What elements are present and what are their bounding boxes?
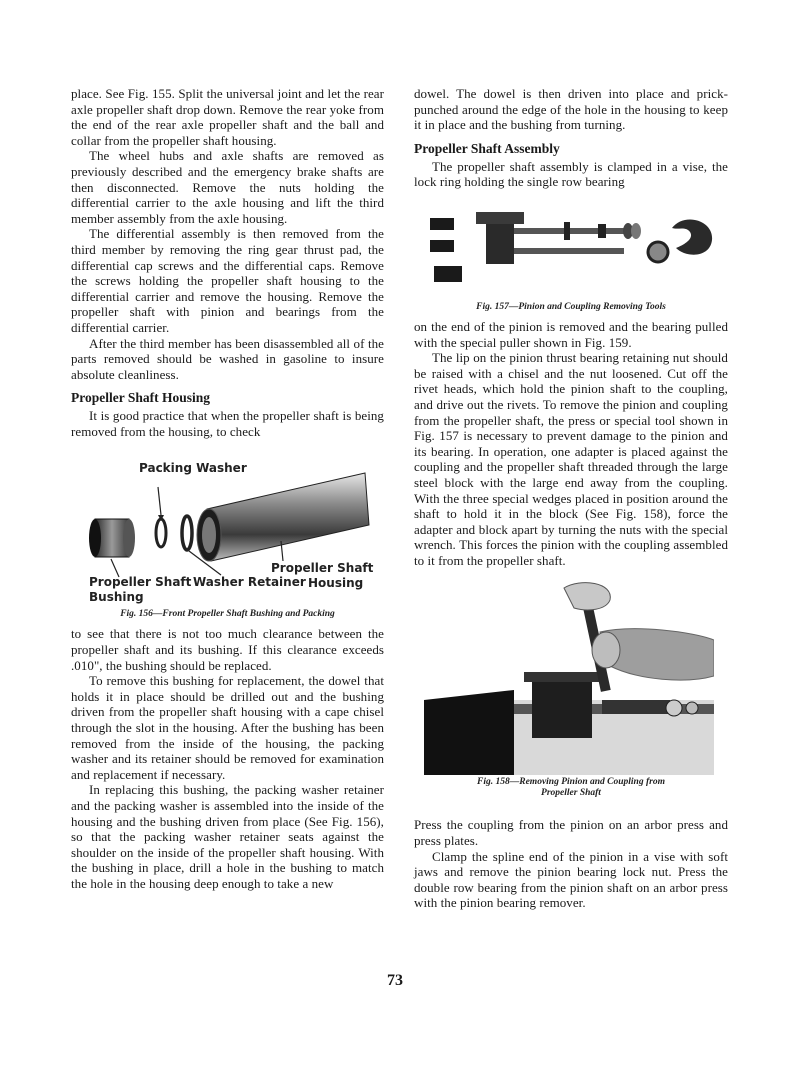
paragraph: In replacing this bushing, the packing washer retainer and the packing washer is assembled into the inside of the housing and the bushing driven from place (See Fig. 156), so that the packing washer retainer seats against the shoulder on the inside of the propeller shaft housing. With the bushing in place, drill a hole in the bushing to match the hole in the housing deep enough to take a new	[71, 782, 384, 891]
paragraph: To remove this bushing for replacement, the dowel that holds it in place should be drilled out and the bushing driven from the propeller shaft housing with a cape chisel through the slot in the housing. After the bushing has been removed from the inside of the housing, the packing washer and its retainer should be removed for examination and replacement if necessary.	[71, 673, 384, 782]
figure-157	[414, 208, 728, 296]
figure-156	[71, 453, 384, 603]
paragraph: The lip on the pinion thrust bearing retaining nut should be raised with a chisel and the nut loosened. Cut off the rivet heads, which hold the pinion shaft to the coupling, and drive out the rivets. To remove the pinion and coupling from the propeller shaft, the press or special tool shown in Fig. 157 is necessary to prevent damage to the pinion and its bearing. In operation, one adapter is placed against the coupling and the propeller shaft threaded through the large steel block with the large end away from the coupling. With the three special wedges placed in position around the shaft to hold it in the block (See Fig. 158), force the adapter and block apart by turning the nuts with the special wrench. This forces the pinion with the coupling assembled to it from the propeller shaft.	[414, 350, 728, 568]
paragraph: on the end of the pinion is removed and the bearing pulled with the special puller shown in Fig. 159.	[414, 318, 728, 350]
page-number: 73	[387, 972, 403, 989]
figure-158-caption-line1: Fig. 158—Removing Pinion and Coupling from	[477, 777, 665, 788]
paragraph: The propeller shaft assembly is clamped in a vise, the lock ring holding the single row bearing	[414, 158, 728, 190]
label-propeller-shaft-housing-line1: Propeller Shaft	[271, 561, 374, 576]
left-column	[71, 86, 384, 892]
paragraph: Press the coupling from the pinion on an arbor press and press plates.	[414, 817, 728, 849]
paragraph: to see that there is not too much clearance between the propeller shaft and its bushing. If this clearance exceeds .010", the bushing should be replaced.	[71, 626, 384, 673]
paragraph: The differential assembly is then removed from the third member by removing the ring gear thrust pad, the differential cap screws and the differential caps. Remove the screws holding the propeller shaft housing to the differential carrier and remove the housing. Remove the propeller shaft with pinion and bearings from the differential carrier.	[71, 226, 384, 335]
figure-156-caption: Fig. 156—Front Propeller Shaft Bushing and Packing	[120, 609, 335, 620]
label-bushing-line1: Propeller Shaft	[89, 575, 192, 590]
paragraph: It is good practice that when the propeller shaft is being removed from the housing, to check	[71, 408, 384, 439]
figure-157-caption: Fig. 157—Pinion and Coupling Removing Tools	[476, 301, 666, 312]
section-heading: Propeller Shaft Housing	[71, 390, 211, 406]
removing-tools-photo	[414, 208, 728, 296]
paragraph: dowel. The dowel is then driven into place and prick-punched around the edge of the hole in the housing to keep it in place and the bushing from turning.	[414, 86, 728, 133]
paragraph: place. See Fig. 155. Split the universal joint and let the rear axle propeller shaft drop down. Remove the rear yoke from the end of the rear axle propeller shaft and the ball and collar from the propeller shaft housing.	[71, 86, 384, 148]
paragraph: Clamp the spline end of the pinion in a vise with soft jaws and remove the pinion bearing lock nut. Press the double row bearing from the pinion shaft on an arbor press with the pinion bearing remover.	[414, 848, 728, 911]
figure-158-caption-line2: Propeller Shaft	[541, 788, 601, 799]
right-column	[414, 86, 728, 911]
label-bushing-line2: Bushing	[89, 590, 144, 605]
section-heading: Propeller Shaft Assembly	[414, 140, 560, 156]
paragraph: The wheel hubs and axle shafts are removed as previously described and the emergency brake shafts are then disconnected. Remove the nuts holding the differential carrier to the axle housing and lift the third member assembly from the axle housing.	[71, 148, 384, 226]
label-washer-retainer: Washer Retainer	[193, 575, 306, 590]
paragraph: After the third member has been disassembled all of the parts removed should be washed in gasoline to insure absolute cleanliness.	[71, 335, 384, 382]
figure-158	[424, 580, 714, 775]
label-propeller-shaft-housing-line2: Housing	[308, 576, 364, 591]
pinion-removal-photo	[424, 580, 714, 775]
label-packing-washer: Packing Washer	[139, 461, 247, 476]
